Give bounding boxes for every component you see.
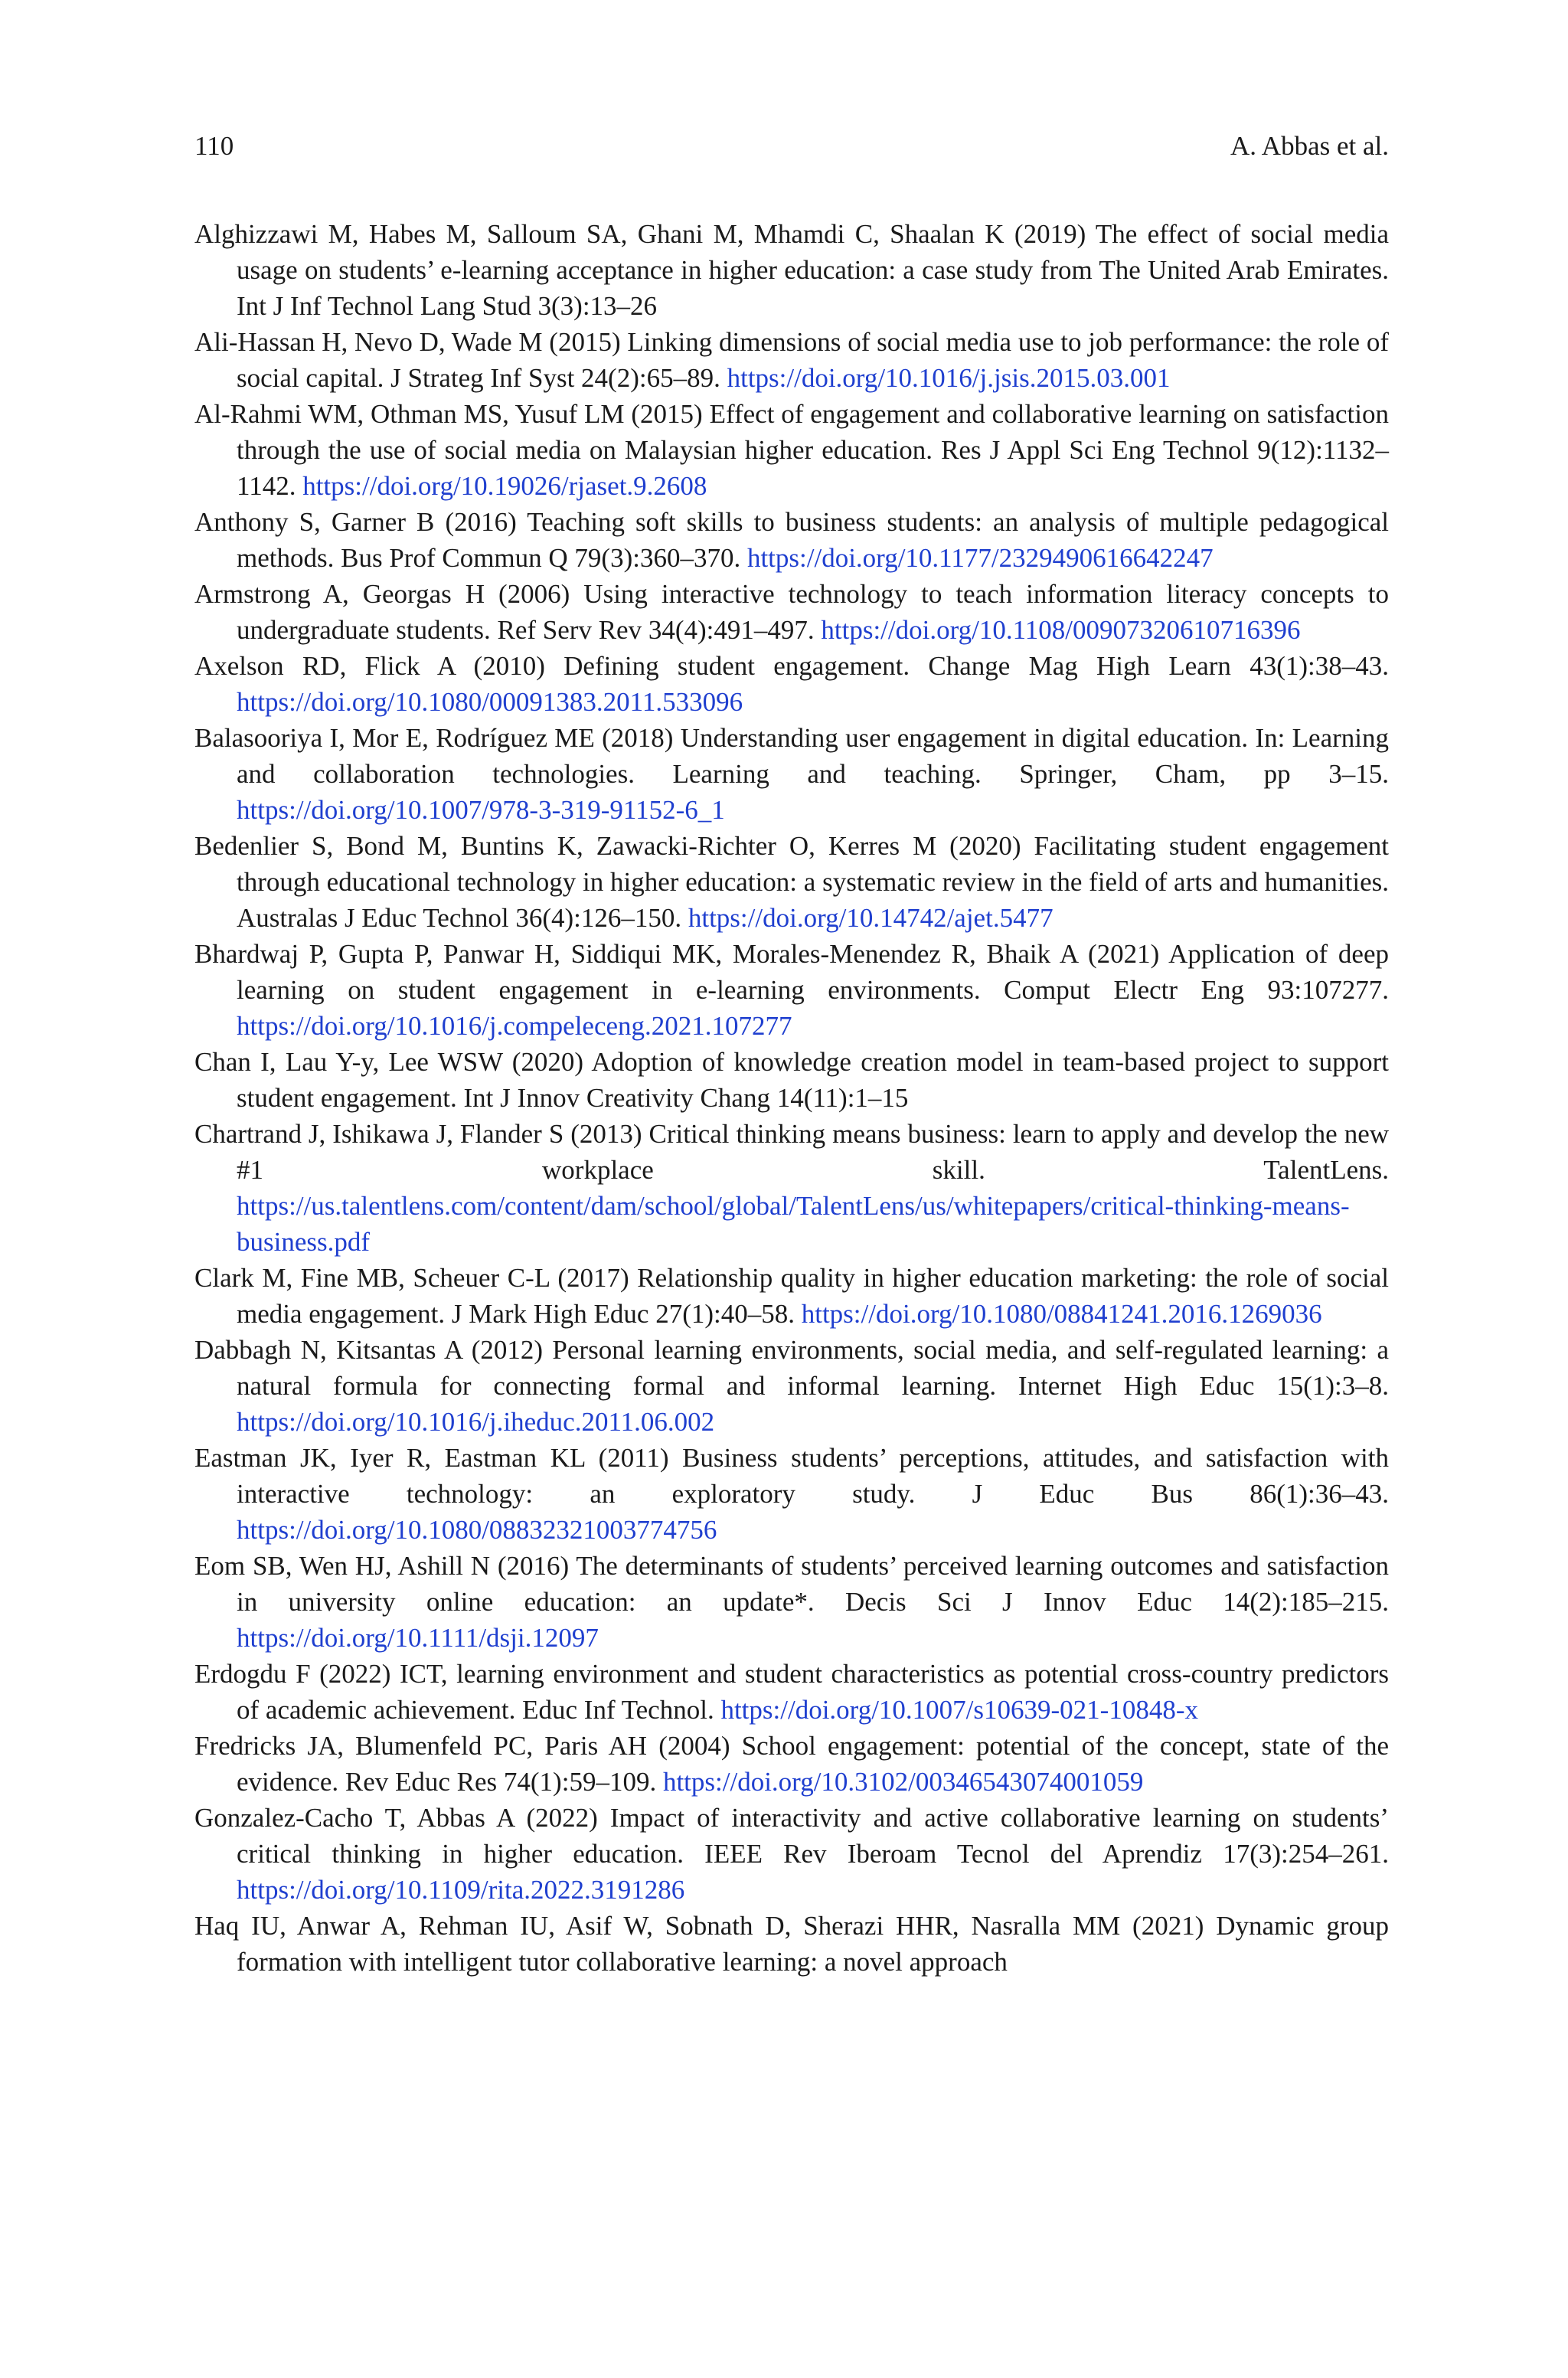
reference-entry [194,1044,1389,1116]
reference-text: Ali-Hassan H, Nevo D, Wade M (2015) Linking dimensions of social media use to job performance: the role of social capital. J Strateg Inf Syst 24(2):65–89. [194,327,1389,393]
reference-link[interactable]: https://doi.org/10.1016/j.iheduc.2011.06.002 [237,1407,715,1437]
reference-link[interactable]: https://doi.org/10.1080/00091383.2011.533096 [237,687,743,717]
reference-entry [194,504,1389,576]
reference-text: Axelson RD, Flick A (2010) Defining student engagement. Change Mag High Learn 43(1):38–43. [194,651,1389,681]
page-header [194,127,1389,165]
reference-text: Haq IU, Anwar A, Rehman IU, Asif W, Sobnath D, Sherazi HHR, Nasralla MM (2021) Dynamic group formation with intelligent tutor collaborative learning: a novel approach [194,1911,1389,1977]
reference-entry [194,720,1389,828]
running-head: A. Abbas et al. [1230,131,1389,161]
reference-text: Balasooriya I, Mor E, Rodríguez ME (2018) Understanding user engagement in digital education. In: Learning and collaboration technologies. Learning and teaching. Springer, Cham, pp 3–15. [194,723,1389,789]
reference-text: Bhardwaj P, Gupta P, Panwar H, Siddiqui MK, Morales-Menendez R, Bhaik A (2021) Application of deep learning on student engagement in e-learning environments. Comput Electr Eng 93:107277. [194,939,1389,1005]
reference-link[interactable]: https://doi.org/10.1177/2329490616642247 [746,543,1214,573]
reference-entry [194,1908,1389,1980]
reference-text: Alghizzawi M, Habes M, Salloum SA, Ghani M, Mhamdi C, Shaalan K (2019) The effect of social media usage on students’ e-learning acceptance in higher education: a case study from The United Arab Emirates. Int J Inf Technol Lang Stud 3(3):13–26 [194,219,1389,321]
reference-text: Eastman JK, Iyer R, Eastman KL (2011) Business students’ perceptions, attitudes, and satisfaction with interactive technology: an exploratory study. J Educ Bus 86(1):36–43. [194,1443,1389,1509]
reference-entry [194,1332,1389,1440]
reference-text: Dabbagh N, Kitsantas A (2012) Personal learning environments, social media, and self-regulated learning: a natural formula for connecting formal and informal learning. Internet High Educ 15(1):3–8. [194,1335,1389,1401]
reference-entry [194,1728,1389,1800]
reference-entry [194,576,1389,648]
reference-entry [194,1800,1389,1908]
reference-link[interactable]: https://doi.org/10.14742/ajet.5477 [688,903,1054,933]
reference-entry [194,1440,1389,1548]
reference-entry [194,216,1389,324]
reference-list [194,216,1389,1980]
reference-text: Erdogdu F (2022) ICT, learning environment and student characteristics as potential cross-country predictors of academic achievement. Educ Inf Technol. [194,1659,1389,1725]
reference-text: Al-Rahmi WM, Othman MS, Yusuf LM (2015) Effect of engagement and collaborative learning on satisfaction through the use of social media on Malaysian higher education. Res J Appl Sci Eng Technol 9(12):1132–1142. [194,399,1389,501]
reference-entry [194,1656,1389,1728]
reference-entry [194,648,1389,720]
reference-link[interactable]: https://us.talentlens.com/content/dam/school/global/TalentLens/us/whitepapers/critical-thinking-means-business.pdf [237,1191,1350,1257]
reference-entry [194,1548,1389,1656]
reference-link[interactable]: https://doi.org/10.1108/00907320610716396 [821,615,1301,645]
reference-text: Chan I, Lau Y-y, Lee WSW (2020) Adoption of knowledge creation model in team-based project to support student engagement. Int J Innov Creativity Chang 14(11):1–15 [194,1047,1389,1113]
reference-link[interactable]: https://doi.org/10.1080/08841241.2016.1269036 [801,1299,1322,1329]
reference-entry [194,936,1389,1044]
reference-text: Clark M, Fine MB, Scheuer C-L (2017) Relationship quality in higher education marketing: the role of social media engagement. J Mark High Educ 27(1):40–58. [194,1263,1389,1329]
reference-link[interactable]: https://doi.org/10.1007/978-3-319-91152-6_1 [237,795,725,825]
reference-link[interactable]: https://doi.org/10.3102/00346543074001059 [662,1767,1144,1797]
reference-link[interactable]: https://doi.org/10.1016/j.compeleceng.2021.107277 [237,1011,792,1041]
reference-text: Eom SB, Wen HJ, Ashill N (2016) The determinants of students’ perceived learning outcomes and satisfaction in university online education: an update*. Decis Sci J Innov Educ 14(2):185–215. [194,1551,1389,1617]
reference-entry [194,396,1389,504]
reference-text: Fredricks JA, Blumenfeld PC, Paris AH (2004) School engagement: potential of the concept, state of the evidence. Rev Educ Res 74(1):59–109. [194,1731,1389,1797]
reference-link[interactable]: https://doi.org/10.1007/s10639-021-10848-x [720,1695,1198,1725]
reference-entry [194,828,1389,936]
reference-text: Chartrand J, Ishikawa J, Flander S (2013) Critical thinking means business: learn to apply and develop the new #1 workplace skill. TalentLens. [194,1119,1389,1185]
reference-text: Bedenlier S, Bond M, Buntins K, Zawacki-Richter O, Kerres M (2020) Facilitating student engagement through educational technology in higher education: a systematic review in the field of arts and humanities. Australas J Educ Technol 36(4):126–150. [194,831,1389,933]
reference-link[interactable]: https://doi.org/10.1016/j.jsis.2015.03.001 [727,363,1171,393]
reference-entry [194,324,1389,396]
reference-text: Armstrong A, Georgas H (2006) Using interactive technology to teach information literacy concepts to undergraduate students. Ref Serv Rev 34(4):491–497. [194,579,1389,645]
page-number: 110 [194,131,234,161]
reference-link[interactable]: https://doi.org/10.1111/dsji.12097 [237,1623,599,1653]
reference-link[interactable]: https://doi.org/10.19026/rjaset.9.2608 [302,471,707,501]
reference-link[interactable]: https://doi.org/10.1080/08832321003774756 [237,1515,717,1545]
reference-entry [194,1116,1389,1260]
reference-text: Gonzalez-Cacho T, Abbas A (2022) Impact of interactivity and active collaborative learning on students’ critical thinking in higher education. IEEE Rev Iberoam Tecnol del Aprendiz 17(3):254–261. [194,1803,1389,1869]
reference-link[interactable]: https://doi.org/10.1109/rita.2022.3191286 [237,1875,685,1905]
reference-text: Anthony S, Garner B (2016) Teaching soft skills to business students: an analysis of multiple pedagogical methods. Bus Prof Commun Q 79(3):360–370. [194,507,1389,573]
reference-entry [194,1260,1389,1332]
